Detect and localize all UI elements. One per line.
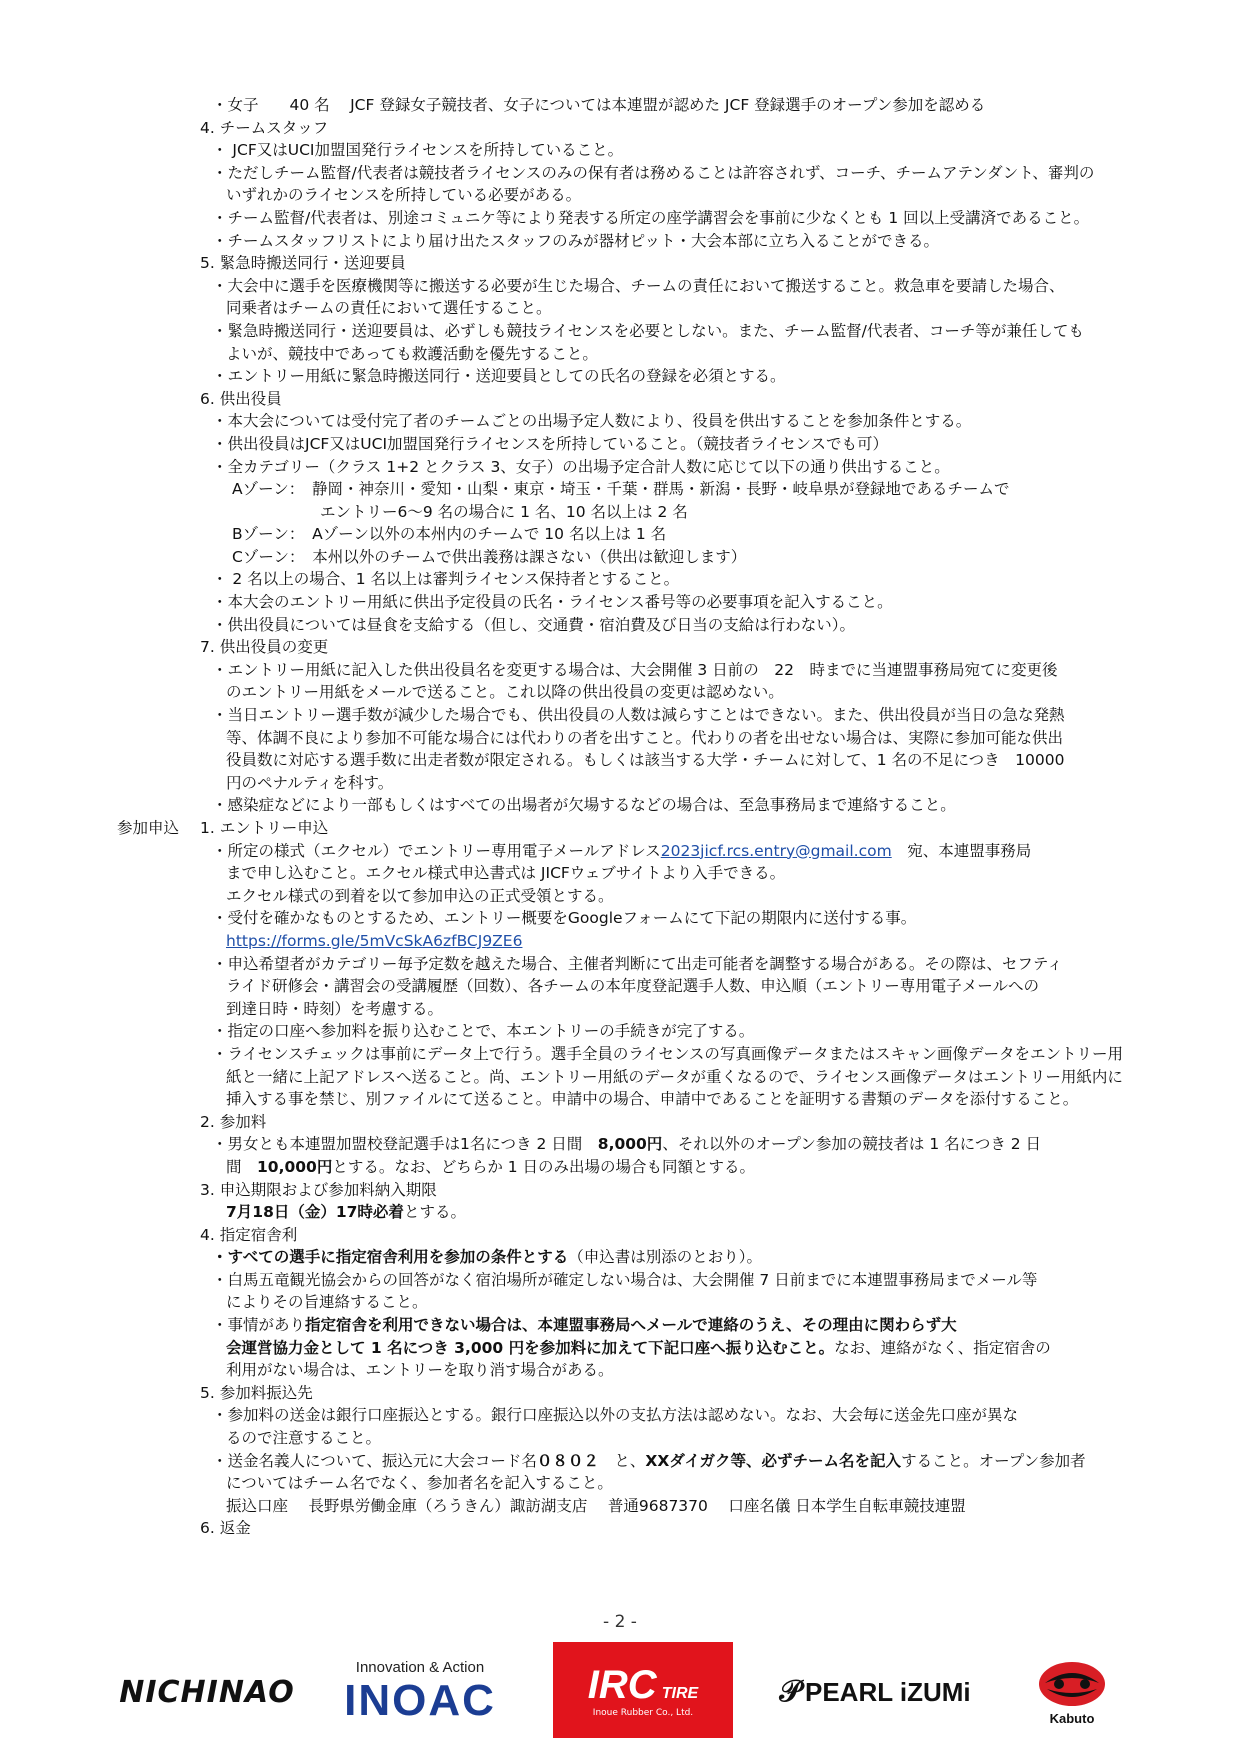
- text-line: [0, 975, 1240, 998]
- line-text: [226, 772, 393, 795]
- line-text-after: なお、連絡がなく、指定宿舎の: [834, 1338, 1051, 1357]
- text-line: [0, 885, 1240, 908]
- line-text-main: 間: [226, 1157, 258, 1176]
- section-heading: [0, 636, 1240, 659]
- line-text-main: 利用がない場合は、エントリーを取り消す場合がある。: [226, 1361, 614, 1380]
- line-text: [200, 636, 328, 659]
- line-text-main: 挿入する事を禁じ、別ファイルにて送ること。申請中の場合、申請中であることを証明する書類のデータを添付すること。: [226, 1090, 1079, 1109]
- line-text-main: ・指定の口座へ参加料を振り込むことで、本エントリーの手続きが完了する。: [212, 1022, 755, 1041]
- line-text: [232, 523, 666, 546]
- line-text-after: と、: [598, 1451, 646, 1470]
- section-heading: [0, 1179, 1240, 1202]
- text-line: [0, 184, 1240, 207]
- line-text-main: 円のペナルティを科す。: [226, 773, 394, 792]
- section-heading: [0, 817, 1240, 840]
- text-line: [0, 1269, 1240, 1292]
- line-text-after: とする。なお、どちらか 1 日のみ出場の場合も同額とする。: [332, 1157, 756, 1176]
- line-text: [212, 1450, 1086, 1473]
- line-text-main: ライド研修会・講習会の受講履歴（回数）、各チームの本年度登記選手人数、申込順（エントリー専用電子メールへの: [226, 977, 1039, 996]
- line-text-main: 4. チームスタッフ: [200, 118, 329, 137]
- line-text: [212, 456, 950, 479]
- line-text: [320, 501, 688, 524]
- line-text: [212, 953, 1063, 976]
- line-text-main: Bゾーン： Aゾーン以外の本州内のチームで 10 名以上は 1 名: [232, 525, 667, 544]
- kabuto-logo-text: Kabuto: [1049, 1710, 1095, 1726]
- text-line: [0, 546, 1240, 569]
- line-text: [212, 1020, 754, 1043]
- kabuto-logo: [1022, 1646, 1122, 1738]
- text-line: [0, 1156, 1240, 1179]
- line-text-main: 振込口座 長野県労働金庫（ろうきん）諏訪湖支店 普通9687370 口座名儀 日本学生自転車競技連盟: [226, 1496, 966, 1515]
- line-text: [212, 139, 623, 162]
- bold-text: 10,000円: [257, 1157, 333, 1176]
- bold-text: ・すべての選手に指定宿舎利用を参加の条件とする: [212, 1248, 569, 1267]
- inoac-logo-text: INOAC: [344, 1675, 496, 1725]
- line-text-main: るので注意すること。: [226, 1429, 382, 1448]
- line-text-main: ・男女とも本連盟加盟校登記選手は1名につき 2 日間: [212, 1135, 598, 1154]
- line-text-main: エントリー6～9 名の場合に 1 名、10 名以上は 2 名: [320, 502, 688, 521]
- text-line: [0, 1472, 1240, 1495]
- line-text-after: とする。: [403, 1203, 466, 1222]
- line-text-main: 2. 参加料: [200, 1112, 267, 1131]
- line-text-main: よいが、競技中であっても救護活動を優先すること。: [226, 344, 598, 363]
- line-text: [200, 1111, 266, 1134]
- line-text: [232, 546, 746, 569]
- line-text: [226, 184, 581, 207]
- text-line: [0, 230, 1240, 253]
- line-text: [212, 230, 939, 253]
- line-text: [226, 1427, 381, 1450]
- line-text: [212, 275, 1065, 298]
- line-text: [200, 1382, 313, 1405]
- text-line: [0, 1043, 1240, 1066]
- line-text: [226, 297, 552, 320]
- text-line: [0, 704, 1240, 727]
- line-text: [226, 1066, 1123, 1089]
- line-text: [212, 1246, 762, 1269]
- line-text: [212, 907, 916, 930]
- line-text: [226, 975, 1039, 998]
- text-line: [0, 772, 1240, 795]
- line-text-main: 役員数に対応する選手数に出走者数が限定される。もしくは該当する大学・チームに対して、1 名の不足につき 10000: [226, 751, 1065, 770]
- text-line: [0, 659, 1240, 682]
- inoac-tagline: Innovation & Action: [355, 1658, 485, 1676]
- text-line: [0, 1066, 1240, 1089]
- line-text: [212, 591, 893, 614]
- line-text: [226, 1359, 614, 1382]
- section-heading: [0, 117, 1240, 140]
- line-text-after: （申込書は別添のとおり）。: [568, 1248, 762, 1267]
- line-text: [226, 930, 522, 953]
- irc-subtitle: Inoue Rubber Co., Ltd.: [592, 1707, 694, 1718]
- line-text: [226, 1291, 428, 1314]
- text-line: [0, 365, 1240, 388]
- bold-text: XXダイガク等、必ずチーム名を記入: [645, 1451, 902, 1470]
- text-line: [0, 433, 1240, 456]
- line-text-main: 5. 緊急時搬送同行・送迎要員: [200, 254, 406, 273]
- text-line: [0, 343, 1240, 366]
- line-text: [226, 727, 1063, 750]
- bold-text: 指定宿舎を利用できない場合は、本連盟事務局へメールで連絡のうえ、その理由に関わらず大: [305, 1316, 957, 1335]
- line-text-main: ・ JCF又はUCI加盟国発行ライセンスを所持していること。: [212, 141, 624, 160]
- bold-text: 8,000円: [597, 1135, 663, 1154]
- document-body: [0, 94, 1240, 1540]
- line-text: [212, 1133, 1041, 1156]
- line-text-main: 7. 供出役員の変更: [200, 638, 329, 657]
- text-line: [0, 207, 1240, 230]
- line-text-after: 、それ以外のオープン参加の競技者は 1 名につき 2 日: [662, 1135, 1042, 1154]
- pearl-izumi-logo: [760, 1646, 990, 1738]
- text-line: [0, 907, 1240, 930]
- line-text-main: 同乗者はチームの責任において選任すること。: [226, 299, 552, 318]
- line-text: [212, 410, 971, 433]
- text-line: [0, 614, 1240, 637]
- line-text: [226, 1337, 1051, 1360]
- line-text: [212, 433, 888, 456]
- section-heading: [0, 1111, 1240, 1134]
- section-heading: [0, 252, 1240, 275]
- line-text-main: 4. 指定宿舎利: [200, 1225, 298, 1244]
- line-text: [226, 681, 784, 704]
- bold-text: ０８０２: [536, 1451, 599, 1470]
- text-line: [0, 478, 1240, 501]
- inoac-logo: [330, 1646, 510, 1738]
- pearl-izumi-mark-icon: 𝒫: [779, 1675, 801, 1708]
- line-text: [226, 1156, 755, 1179]
- line-text-main: によりその旨連絡すること。: [226, 1293, 428, 1312]
- line-text-main: ・チームスタッフリストにより届け出たスタッフのみが器材ピット・大会本部に立ち入ることができる。: [212, 231, 939, 250]
- line-text-after: 宛、本連盟事務局: [891, 841, 1032, 860]
- line-text-main: ・全カテゴリー（クラス 1+2 とクラス 3、女子）の出場予定合計人数に応じて以下の通り供出すること。: [212, 457, 950, 476]
- line-text-main: ・事情があり: [212, 1316, 306, 1335]
- line-text-main: ・参加料の送金は銀行口座振込とする。銀行口座振込以外の支払方法は認めない。なお、大会毎に送金先口座が異な: [212, 1406, 1019, 1425]
- line-text: [212, 320, 1084, 343]
- text-line: [0, 320, 1240, 343]
- line-text-main: ・大会中に選手を医療機関等に搬送する必要が生じた場合、チームの責任において搬送すること。救急車を要請した場合、: [212, 276, 1065, 295]
- text-line: [0, 410, 1240, 433]
- line-text-main: ・本大会のエントリー用紙に供出予定役員の氏名・ライセンス番号等の必要事項を記入すること。: [212, 593, 893, 612]
- section-heading: [0, 1382, 1240, 1405]
- line-text: [200, 1517, 251, 1540]
- line-text-main: ・チーム監督/代表者は、別途コミュニケ等により発表する所定の座学講習会を事前に少なくとも 1 回以上受講済であること。: [212, 208, 1090, 227]
- page-number: - 2 -: [603, 1612, 637, 1632]
- text-line: [0, 1020, 1240, 1043]
- line-text: [226, 749, 1064, 772]
- pearl-izumi-logo-text: PEARL iZUMi: [805, 1676, 971, 1707]
- hyperlink[interactable]: 2023jicf.rcs.entry@gmail.com: [660, 841, 892, 860]
- line-text-main: ・ただしチーム監督/代表者は競技者ライセンスのみの保有者は務めることは許容されず、コーチ、チームアテンダント、審判の: [212, 163, 1095, 182]
- text-line: [0, 139, 1240, 162]
- line-text: [212, 94, 985, 117]
- line-text: [212, 1314, 957, 1337]
- line-text-main: についてはチーム名でなく、参加者名を記入すること。: [226, 1474, 613, 1493]
- line-text: [212, 365, 786, 388]
- line-text-main: いずれかのライセンスを所持している必要がある。: [226, 186, 582, 205]
- text-line: [0, 1291, 1240, 1314]
- line-text-main: 等、体調不良により参加不可能な場合には代わりの者を出すこと。代わりの者を出せない場合は、実際に参加可能な供出: [226, 728, 1064, 747]
- text-line: [0, 1337, 1240, 1360]
- line-text: [226, 343, 598, 366]
- side-label: 参加申込: [117, 819, 180, 837]
- text-line: [0, 1314, 1240, 1337]
- line-text-main: ・供出役員はJCF又はUCI加盟国発行ライセンスを所持していること。（競技者ライセンスでも可）: [212, 434, 889, 453]
- kabuto-mark-icon: [1037, 1659, 1107, 1709]
- text-line: [0, 840, 1240, 863]
- line-text: [212, 568, 679, 591]
- hyperlink[interactable]: https://forms.gle/5mVcSkA6zfBCJ9ZE6: [226, 931, 523, 950]
- line-text: [212, 1269, 1037, 1292]
- line-text: [212, 659, 1057, 682]
- line-text: [212, 162, 1094, 185]
- text-line: [0, 930, 1240, 953]
- line-text-main: 紙と一緒に上記アドレスへ送ること。尚、エントリー用紙のデータが重くなるので、ライセンス画像データはエントリー用紙内に: [226, 1067, 1123, 1086]
- line-text-after: すること。オープン参加者: [901, 1451, 1086, 1470]
- line-text-main: ・申込希望者がカテゴリー毎予定数を越えた場合、主催者判断にて出走可能者を調整する場合がある。その際は、セフティ: [212, 954, 1063, 973]
- text-line: [0, 523, 1240, 546]
- text-line: [0, 1450, 1240, 1473]
- bold-text: 7月18日（金）17時必着: [226, 1203, 404, 1222]
- text-line: [0, 727, 1240, 750]
- text-line: [0, 297, 1240, 320]
- text-line: [0, 749, 1240, 772]
- text-line: [0, 1133, 1240, 1156]
- line-text-main: まで申し込むこと。エクセル様式申込書式は JICFウェブサイトより入手できる。: [226, 864, 786, 883]
- line-text: [212, 1404, 1018, 1427]
- line-text-main: ・当日エントリー選手数が減少した場合でも、供出役員の人数は減らすことはできない。また、供出役員が当日の急な発熱: [212, 706, 1065, 725]
- text-line: [0, 591, 1240, 614]
- nichinao-logo-text: NICHINAO: [119, 1674, 295, 1710]
- line-text: [232, 478, 1010, 501]
- text-line: [0, 568, 1240, 591]
- line-text: [200, 1179, 437, 1202]
- line-text-main: ・感染症などにより一部もしくはすべての出場者が欠場するなどの場合は、至急事務局まで連絡すること。: [212, 796, 956, 815]
- line-text-main: のエントリー用紙をメールで送ること。これ以降の供出役員の変更は認めない。: [226, 683, 784, 702]
- line-text-main: 6. 供出役員: [200, 389, 282, 408]
- line-text: [226, 998, 443, 1021]
- line-text-main: 1. エントリー申込: [200, 819, 329, 837]
- line-text: [212, 704, 1065, 727]
- text-line: [0, 1495, 1240, 1518]
- line-text: [212, 840, 1031, 863]
- text-line: [0, 1246, 1240, 1269]
- line-text-main: 3. 申込期限および参加料納入期限: [200, 1180, 437, 1199]
- line-text: [200, 817, 328, 840]
- line-text-main: ・ライセンスチェックは事前にデータ上で行う。選手全員のライセンスの写真画像データまたはスキャン画像データをエントリー用: [212, 1044, 1123, 1063]
- text-line: [0, 456, 1240, 479]
- line-text: [212, 794, 956, 817]
- text-line: [0, 794, 1240, 817]
- irc-logo-text: IRC: [587, 1662, 657, 1707]
- line-text-main: ・エントリー用紙に記入した供出役員名を変更する場合は、大会開催 3 日前の 22 時までに当連盟事務局宛てに変更後: [212, 660, 1058, 679]
- line-text-main: 5. 参加料振込先: [200, 1383, 313, 1402]
- line-text-main: ・受付を確かなものとするため、エントリー概要をGoogleフォームにて下記の期限内に送付する事。: [212, 909, 917, 928]
- text-line: [0, 862, 1240, 885]
- line-text: [200, 252, 406, 275]
- text-line: [0, 275, 1240, 298]
- line-text-main: ・本大会については受付完了者のチームごとの出場予定人数により、役員を供出することを参加条件とする。: [212, 412, 972, 431]
- irc-tire-logo: [553, 1642, 733, 1738]
- bold-text: 会運営協力金として 1 名につき 3,000 円を参加料に加えて下記口座へ振り込むこと。: [226, 1338, 835, 1357]
- text-line: [0, 998, 1240, 1021]
- text-line: [0, 1201, 1240, 1224]
- text-line: [0, 162, 1240, 185]
- line-text-main: ・所定の様式（エクセル）でエントリー専用電子メールアドレス: [212, 841, 661, 860]
- line-text: [226, 1495, 966, 1518]
- section-heading: [0, 388, 1240, 411]
- line-text: [226, 885, 614, 908]
- text-line: [0, 501, 1240, 524]
- text-line: [0, 681, 1240, 704]
- text-line: [0, 1088, 1240, 1111]
- line-text: [200, 117, 328, 140]
- text-line: [0, 94, 1240, 117]
- line-text-main: ・エントリー用紙に緊急時搬送同行・送迎要員としての氏名の登録を必須とする。: [212, 367, 786, 386]
- line-text-main: ・ 2 名以上の場合、1 名以上は審判ライセンス保持者とすること。: [212, 570, 680, 589]
- line-text-main: 6. 返金: [200, 1519, 251, 1538]
- line-text-main: Aゾーン： 静岡・神奈川・愛知・山梨・東京・埼玉・千葉・群馬・新潟・長野・岐阜県が登録地であるチームで: [232, 480, 1010, 499]
- text-line: [0, 1359, 1240, 1382]
- line-text-main: ・緊急時搬送同行・送迎要員は、必ずしも競技ライセンスを必要としない。また、チーム監督/代表者、コーチ等が兼任しても: [212, 321, 1084, 340]
- line-text-main: ・女子 40 名 JCF 登録女子競技者、女子については本連盟が認めた JCF 登録選手のオープン参加を認める: [212, 96, 986, 114]
- line-text: [226, 1201, 466, 1224]
- line-text-main: ・供出役員については昼食を支給する（但し、交通費・宿泊費及び日当の支給は行わない）。: [212, 615, 855, 634]
- line-text-main: 到達日時・時刻）を考慮する。: [226, 999, 444, 1018]
- line-text: [200, 1224, 297, 1247]
- line-text-main: Cゾーン： 本州以外のチームで供出義務は課さない（供出は歓迎します）: [232, 547, 747, 566]
- line-text-main: ・白馬五竜観光協会からの回答がなく宿泊場所が確定しない場合は、大会開催 7 日前までに本連盟事務局までメール等: [212, 1270, 1038, 1289]
- line-text: [226, 1088, 1078, 1111]
- text-line: [0, 1404, 1240, 1427]
- line-text: [226, 862, 785, 885]
- text-line: [0, 953, 1240, 976]
- line-text: [212, 1043, 1123, 1066]
- line-text: [200, 388, 282, 411]
- line-text: [212, 614, 855, 637]
- line-text: [212, 207, 1089, 230]
- line-text-main: ・送金名義人について、振込元に大会コード名: [212, 1451, 537, 1470]
- irc-tire-text: TIRE: [661, 1684, 699, 1702]
- section-heading: [0, 1224, 1240, 1247]
- nichinao-logo: [112, 1646, 302, 1738]
- line-text-main: エクセル様式の到着を以て参加申込の正式受領とする。: [226, 886, 614, 905]
- text-line: [0, 1427, 1240, 1450]
- section-heading: [0, 1517, 1240, 1540]
- line-text: [226, 1472, 613, 1495]
